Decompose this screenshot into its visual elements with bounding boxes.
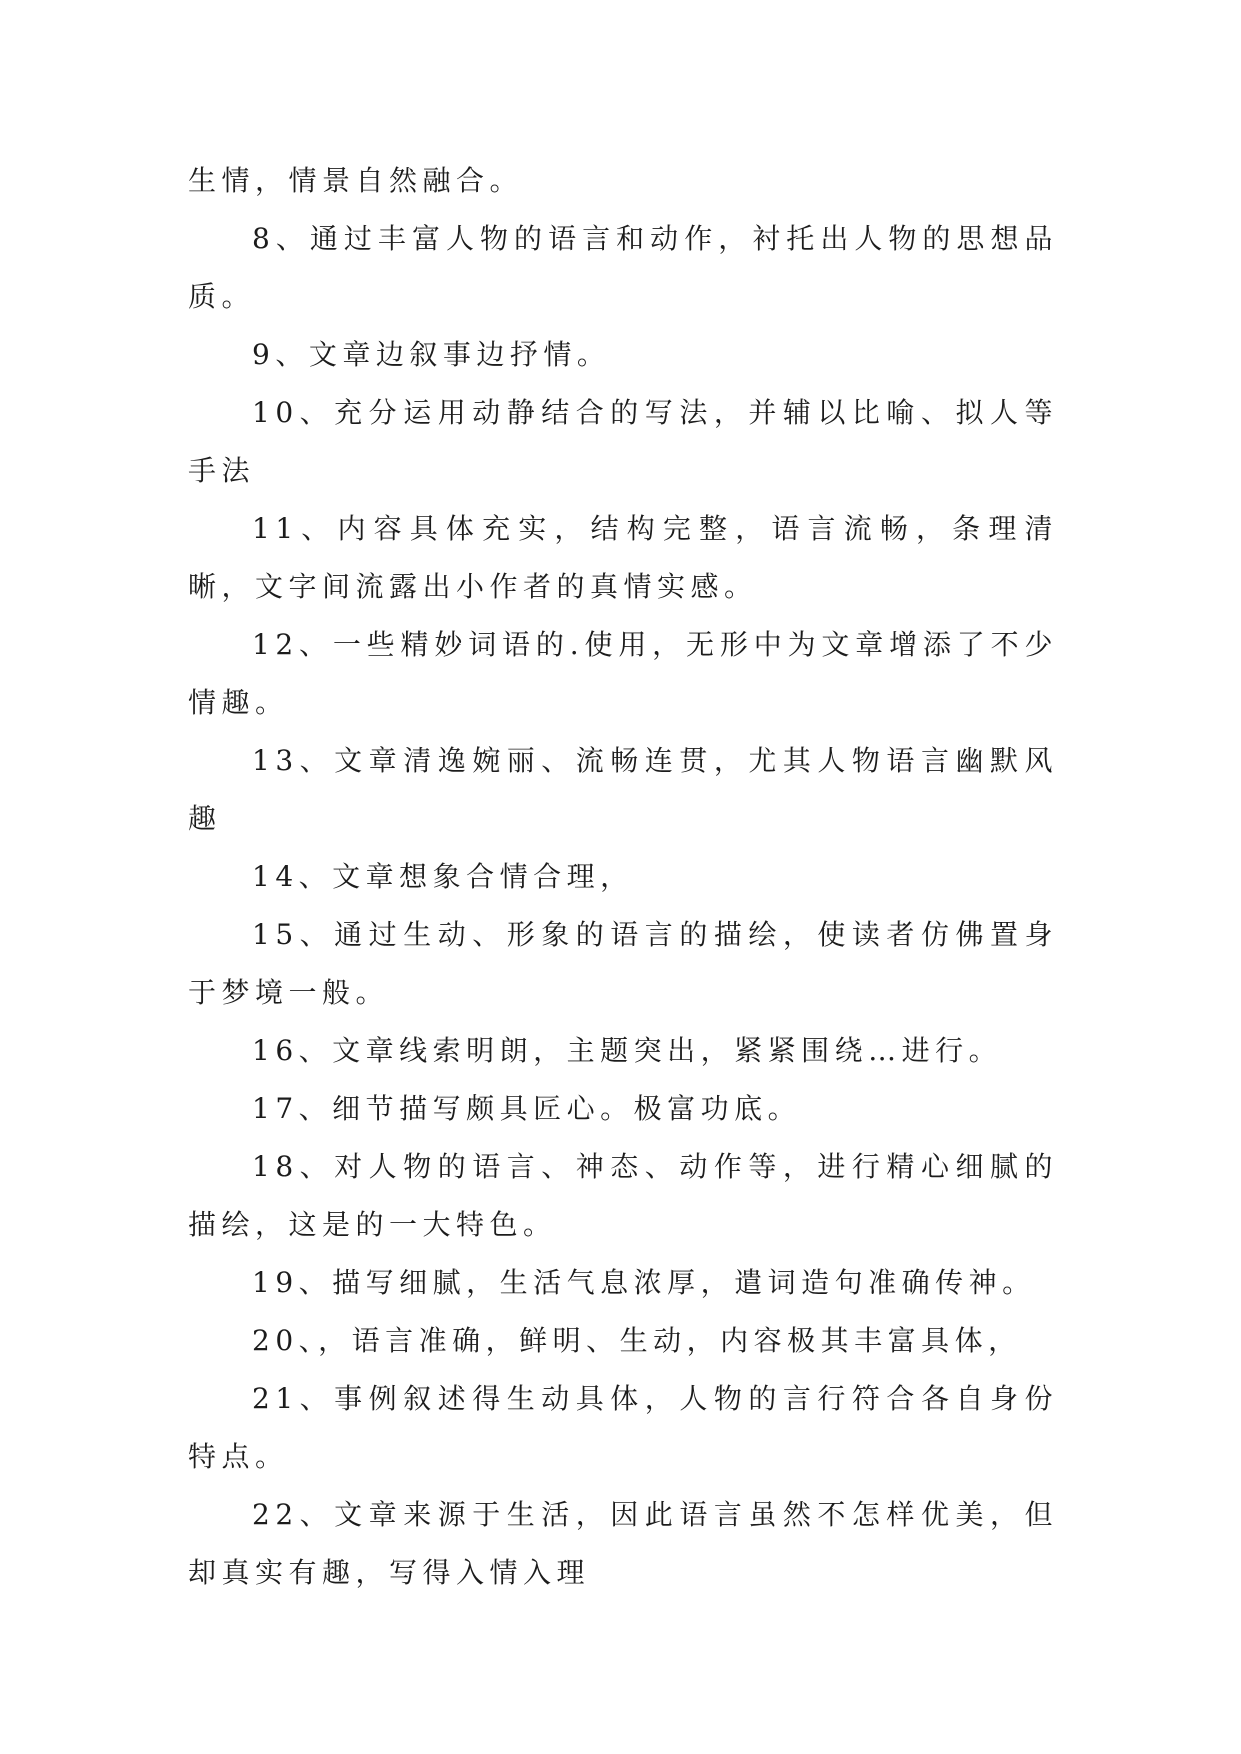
paragraph-item-16: 16、文章线索明朗，主题突出，紧紧围绕…进行。 — [252, 1034, 1003, 1067]
document-body — [188, 152, 1058, 1602]
paragraph-item-21: 21、事例叙述得生动具体，人物的言行符合各自身份特点。 — [188, 1382, 1058, 1473]
paragraph-item-10: 10、充分运用动静结合的写法，并辅以比喻、拟人等手法 — [188, 396, 1058, 487]
paragraph-item-22: 22、文章来源于生活，因此语言虽然不怎样优美，但却真实有趣，写得入情入理 — [188, 1498, 1058, 1589]
paragraph-item-8: 8、通过丰富人物的语言和动作，衬托出人物的思想品质。 — [188, 222, 1058, 313]
paragraph-item-9: 9、文章边叙事边抒情。 — [252, 338, 611, 371]
paragraph-item-17: 17、细节描写颇具匠心。极富功底。 — [252, 1092, 802, 1125]
paragraph-item-20: 20、，语言准确，鲜明、生动，内容极其丰富具体， — [252, 1324, 1022, 1357]
paragraph-item-14: 14、文章想象合情合理， — [252, 860, 634, 893]
paragraph-item-13: 13、文章清逸婉丽、流畅连贯，尤其人物语言幽默风趣 — [188, 744, 1058, 835]
paragraph-item-19: 19、描写细腻，生活气息浓厚，遣词造句准确传神。 — [252, 1266, 1036, 1299]
paragraph-item-15: 15、通过生动、形象的语言的描绘，使读者仿佛置身于梦境一般。 — [188, 918, 1058, 1009]
paragraph-item-18: 18、对人物的语言、神态、动作等，进行精心细腻的描绘，这是的一大特色。 — [188, 1150, 1058, 1241]
paragraph-item-12: 12、一些精妙词语的.使用，无形中为文章增添了不少情趣。 — [188, 628, 1058, 719]
paragraph-item-11: 11、内容具体充实，结构完整，语言流畅，条理清晰，文字间流露出小作者的真情实感。 — [188, 512, 1058, 603]
paragraph-continuation: 生情，情景自然融合。 — [188, 164, 524, 197]
